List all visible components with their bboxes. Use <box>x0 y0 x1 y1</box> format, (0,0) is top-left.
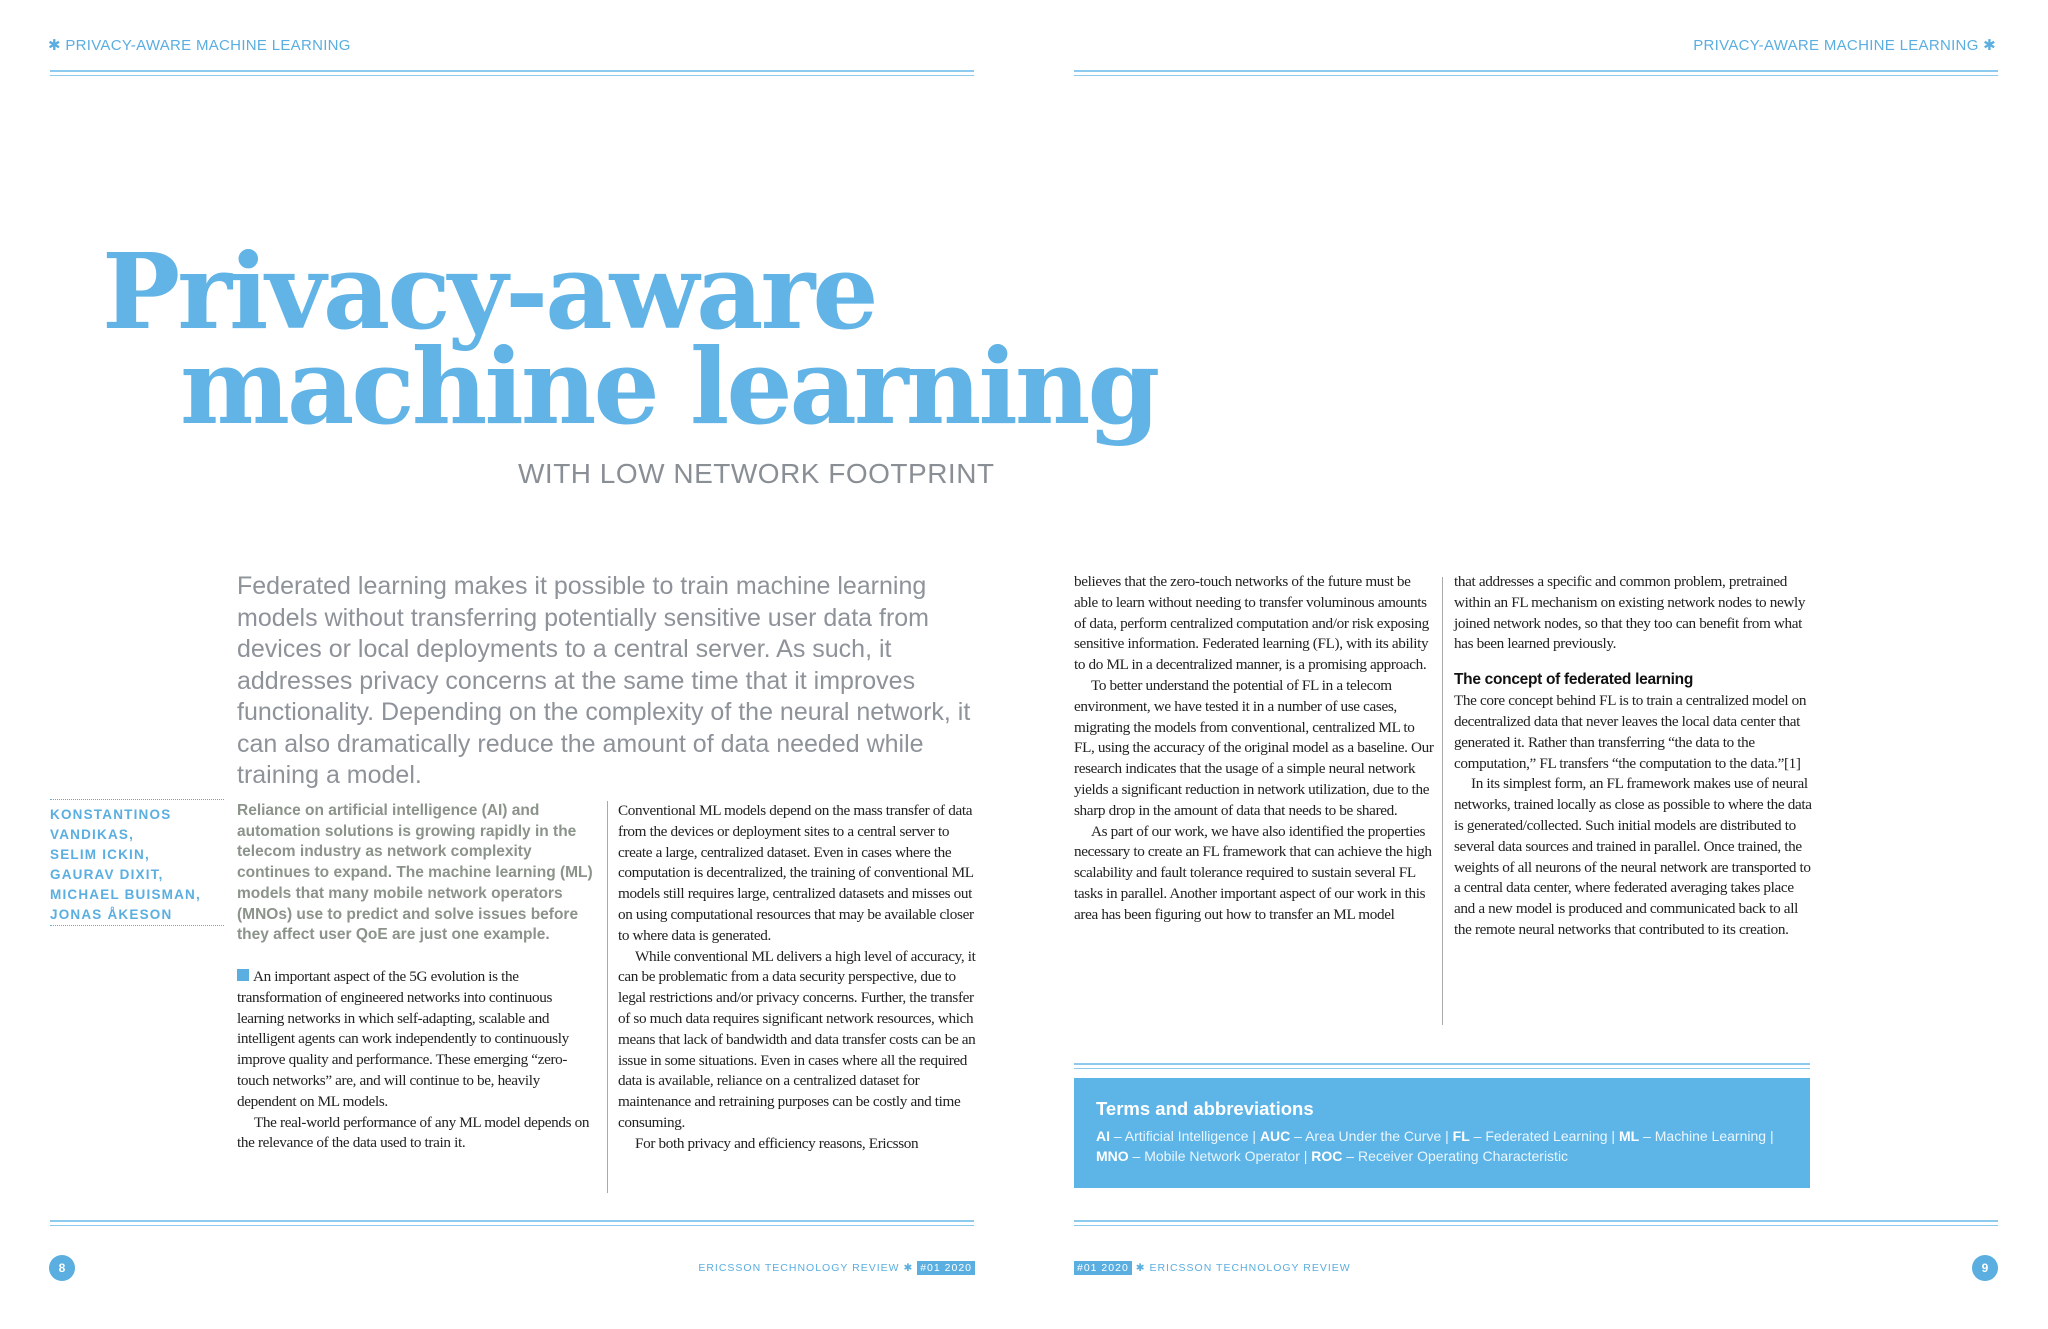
intro-paragraph: Reliance on artificial intelligence (AI) and automation solutions is growing rapidly in the telecom industry as network complexity continues to expand. The machine learning (ML) models that many mobile network operators (MNOs) use to predict and solve issues before they affect user QoE are just one example. <box>237 802 593 944</box>
authors-rule-top <box>50 799 224 800</box>
lead-paragraph: Federated learning makes it possible to train machine learning models without transferring potentially sensitive user data from devices or local deployments to a central server. As such, it addresses privacy concerns at the same time that it improves functionality. Depending on the complexity of the neural network, it can also dramatically reduce the amount of data needed while training a model. <box>237 572 971 789</box>
column-1 <box>237 801 594 1154</box>
term-abbr: FL <box>1452 1128 1470 1144</box>
author-name: MICHAEL BUISMAN, <box>50 887 201 902</box>
header-rule-left <box>50 70 974 72</box>
terms-title: Terms and abbreviations <box>1096 1098 1314 1119</box>
body-paragraph: In its simplest form, an FL framework makes use of neural networks, trained locally as close as possible to where the data is generated/collected. Such initial models are distributed to several data sources and trained in parallel. Once trained, the weights of all neurons of the neural network are transported to a central data center, where federated averaging takes place and a new model is produced and communicated back to all the remote neural networks that contributed to its creation. <box>1454 775 1812 938</box>
column-1-body <box>237 967 594 1154</box>
body-paragraph: An important aspect of the 5G evolution is the transformation of engineered networks into continuous learning networks in which self-adapting, scalable and intelligent agents can work independently to continuously improve quality and performance. These emerging “zero-touch networks” are, and will continue to be, heavily dependent on ML models. <box>237 967 569 1110</box>
publication-name: ERICSSON TECHNOLOGY REVIEW <box>1149 1262 1351 1274</box>
terms-box <box>1074 1078 1810 1188</box>
issue-badge: #01 2020 <box>1074 1261 1132 1275</box>
column-divider <box>1442 577 1443 1025</box>
header-rule-right <box>1074 70 1998 72</box>
term-abbr: MNO <box>1096 1148 1129 1164</box>
author-name: KONSTANTINOS <box>50 807 172 822</box>
body-paragraph: believes that the zero-touch networks of the future must be able to learn without needing to transfer voluminous amounts of data, perform centralized computation and/or risk exposing sensitive information. Federated learning (FL), with its ability to do ML in a decentralized manner, is a promising approach. <box>1074 573 1429 674</box>
footer-rule-right-thin <box>1074 1225 1998 1226</box>
author-name: JONAS ÅKESON <box>50 907 173 922</box>
body-paragraph: As part of our work, we have also identified the properties necessary to create an FL framework that can achieve the high scalability and fault tolerance required to sustain several FL tasks in parallel. Another important aspect of our work in this area has been figuring out how to transfer an ML model <box>1074 822 1432 923</box>
terms-list <box>1096 1126 1776 1166</box>
column-4 <box>1454 572 1816 941</box>
terms-rule-thin <box>1074 1068 1810 1069</box>
term-def: – Machine Learning | <box>1639 1128 1774 1144</box>
footer-right <box>1074 1262 1351 1274</box>
paragraph-marker-icon <box>237 969 249 981</box>
column-3 <box>1074 572 1437 926</box>
term-def: – Artificial Intelligence | <box>1110 1128 1260 1144</box>
author-name: SELIM ICKIN, <box>50 847 150 862</box>
term-abbr: ROC <box>1311 1148 1343 1164</box>
term-def: – Receiver Operating Characteristic <box>1342 1148 1569 1164</box>
running-header-right: PRIVACY-AWARE MACHINE LEARNING ✱ <box>1693 37 1996 54</box>
footer-left <box>698 1262 975 1274</box>
authors-rule-bottom <box>50 925 224 926</box>
term-def: – Mobile Network Operator | <box>1128 1148 1312 1164</box>
term-abbr: AI <box>1096 1128 1110 1144</box>
footer-rule-left <box>50 1220 974 1222</box>
publication-name: ERICSSON TECHNOLOGY REVIEW <box>698 1262 900 1274</box>
footer-rule-left-thin <box>50 1225 974 1226</box>
header-rule-right-thin <box>1074 75 1998 76</box>
page-number-right: 9 <box>1972 1255 1998 1281</box>
star-icon: ✱ <box>1135 1262 1146 1274</box>
term-def: – Area Under the Curve | <box>1290 1128 1453 1144</box>
page-number-left: 8 <box>49 1255 75 1281</box>
issue-badge: #01 2020 <box>917 1261 975 1275</box>
author-list <box>50 805 230 925</box>
section-heading: The concept of federated learning <box>1454 671 1694 689</box>
term-def: – Federated Learning | <box>1469 1128 1619 1144</box>
article-title-line2: machine learning <box>180 325 1158 448</box>
article-title-line1: Privacy-aware <box>102 230 876 353</box>
term-abbr: ML <box>1618 1128 1640 1144</box>
header-rule-left-thin <box>50 75 974 76</box>
body-paragraph: While conventional ML delivers a high level of accuracy, it can be problematic from a data security perspective, due to legal restrictions and/or privacy concerns. Further, the transfer of so much data requires significant network resources, which means that lack of bandwidth and data transfer costs can be an issue in some situations. Even in cases where all the required data is available, reliance on a centralized dataset for maintenance and retraining purposes can be costly and time consuming. <box>618 947 976 1131</box>
body-paragraph: that addresses a specific and common problem, pretrained within an FL mechanism on existing network nodes to newly joined network nodes, so that they too can benefit from what has been learned previously. <box>1454 573 1806 653</box>
body-paragraph: Conventional ML models depend on the mass transfer of data from the devices or deployment sites to a central server to create a large, centralized dataset. Even in cases where the computation is decentralized, the training of conventional ML models still requires large, centralized datasets and misses out on using computational resources that may be available closer to where data is generated. <box>618 802 974 944</box>
body-paragraph: For both privacy and efficiency reasons, Ericsson <box>635 1134 919 1152</box>
author-name: VANDIKAS, <box>50 827 135 842</box>
body-paragraph: To better understand the potential of FL in a telecom environment, we have tested it in a number of use cases, migrating the models from conventional, centralized ML to FL, using the accuracy of the original model as a baseline. Our research indicates that the usage of a simple neural network yields a significant reduction in network utilization, due to the sharp drop in the amount of data that needs to be shared. <box>1074 676 1434 819</box>
author-name: GAURAV DIXIT, <box>50 867 164 882</box>
body-paragraph: The real-world performance of any ML model depends on the relevance of the data used to train it. <box>237 1113 590 1152</box>
star-icon: ✱ <box>903 1262 914 1274</box>
body-paragraph: The core concept behind FL is to train a centralized model on decentralized data that never leaves the local data center that generated it. Rather than transferring “the data to the computation,” FL transfers “the computation to the data.”[1] <box>1454 692 1807 772</box>
article-subtitle: WITH LOW NETWORK FOOTPRINT <box>518 458 995 489</box>
running-header-left: ✱ PRIVACY-AWARE MACHINE LEARNING <box>48 37 351 54</box>
footer-rule-right <box>1074 1220 1998 1222</box>
term-abbr: AUC <box>1259 1128 1291 1144</box>
terms-rule <box>1074 1063 1810 1065</box>
column-divider <box>607 801 608 1193</box>
column-2 <box>618 801 976 1155</box>
